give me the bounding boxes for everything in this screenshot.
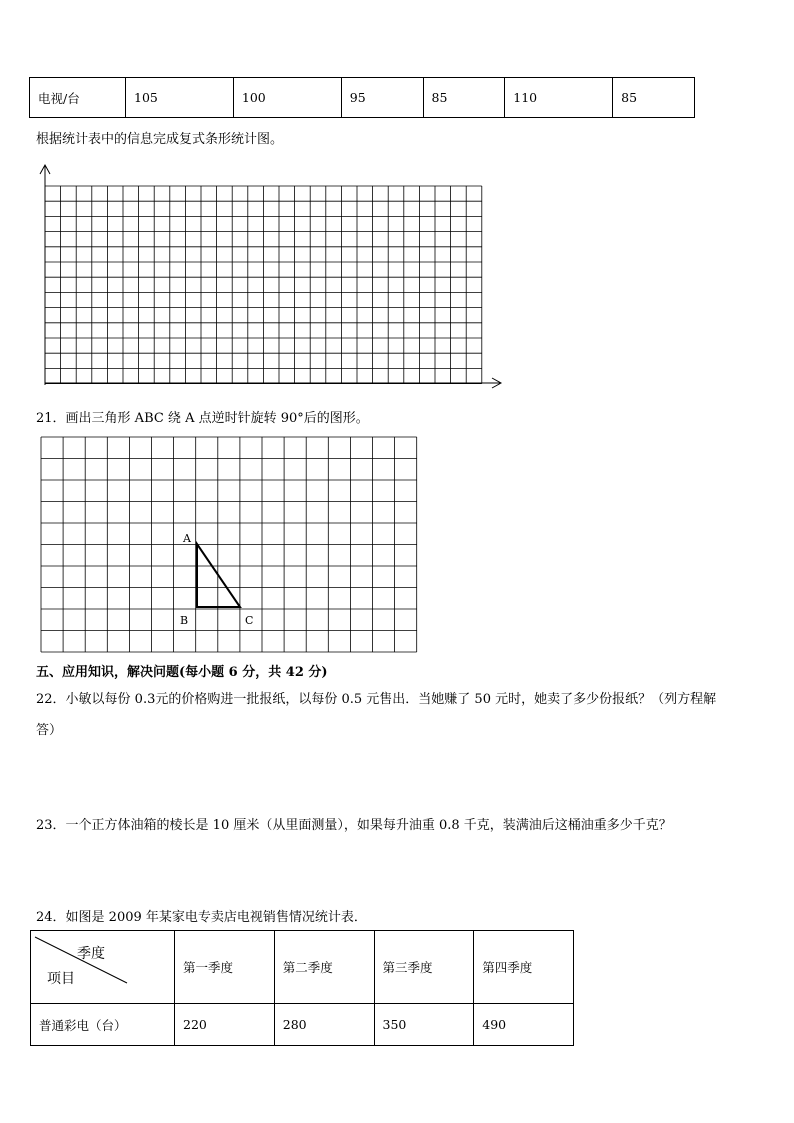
triangle-abc (197, 544, 240, 607)
label-c: C (245, 614, 254, 627)
table-cell: 280 (274, 1004, 374, 1046)
q22-line2: 答） (36, 723, 63, 738)
row-label: 电视/台 (30, 78, 126, 118)
section-five-heading: 五、应用知识，解决问题(每小题 6 分，共 42 分) (36, 665, 328, 680)
label-b: B (180, 614, 189, 627)
table-cell: 220 (175, 1004, 275, 1046)
quarter-header: 第一季度 (175, 931, 275, 1004)
quarter-header: 第三季度 (374, 931, 474, 1004)
q21-text: 21．画出三角形 ABC 绕 A 点逆时针旋转 90°后的图形。 (36, 411, 369, 426)
q24-text: 24．如图是 2009 年某家电专卖店电视销售情况统计表． (36, 910, 367, 925)
table-header-row (31, 931, 574, 1004)
table-cell: 110 (505, 78, 613, 118)
table-cell: 95 (341, 78, 423, 118)
table-cell: 105 (126, 78, 234, 118)
table-row (31, 1004, 574, 1046)
table-cell: 350 (374, 1004, 474, 1046)
table-cell: 85 (613, 78, 695, 118)
table-cell: 490 (474, 1004, 574, 1046)
q23-text: 23．一个正方体油箱的棱长是 10 厘米（从里面测量），如果每升油重 0.8 千克，装满油后这桶油重多少千克？ (36, 818, 672, 833)
quarter-header: 第二季度 (274, 931, 374, 1004)
q22-line1: 22．小敏以每份 0.3元的价格购进一批报纸，以每份 0.5 元售出．当她赚了 50 元时，她卖了多少份报纸？（列方程解 (36, 692, 717, 707)
header-item: 项目 (47, 971, 75, 987)
table-cell: 100 (233, 78, 341, 118)
table-row (30, 78, 695, 118)
tv-sales-table (29, 77, 695, 118)
diagonal-header (31, 931, 175, 1004)
chart-instruction: 根据统计表中的信息完成复式条形统计图。 (36, 132, 284, 147)
rotation-grid (40, 436, 420, 654)
quarter-header: 第四季度 (474, 931, 574, 1004)
header-season: 季度 (77, 946, 105, 962)
blank-chart-grid (36, 160, 506, 392)
table-cell: 85 (423, 78, 505, 118)
row-label: 普通彩电（台） (31, 1004, 175, 1046)
quarterly-sales-table (30, 930, 574, 1046)
label-a: A (183, 532, 191, 545)
